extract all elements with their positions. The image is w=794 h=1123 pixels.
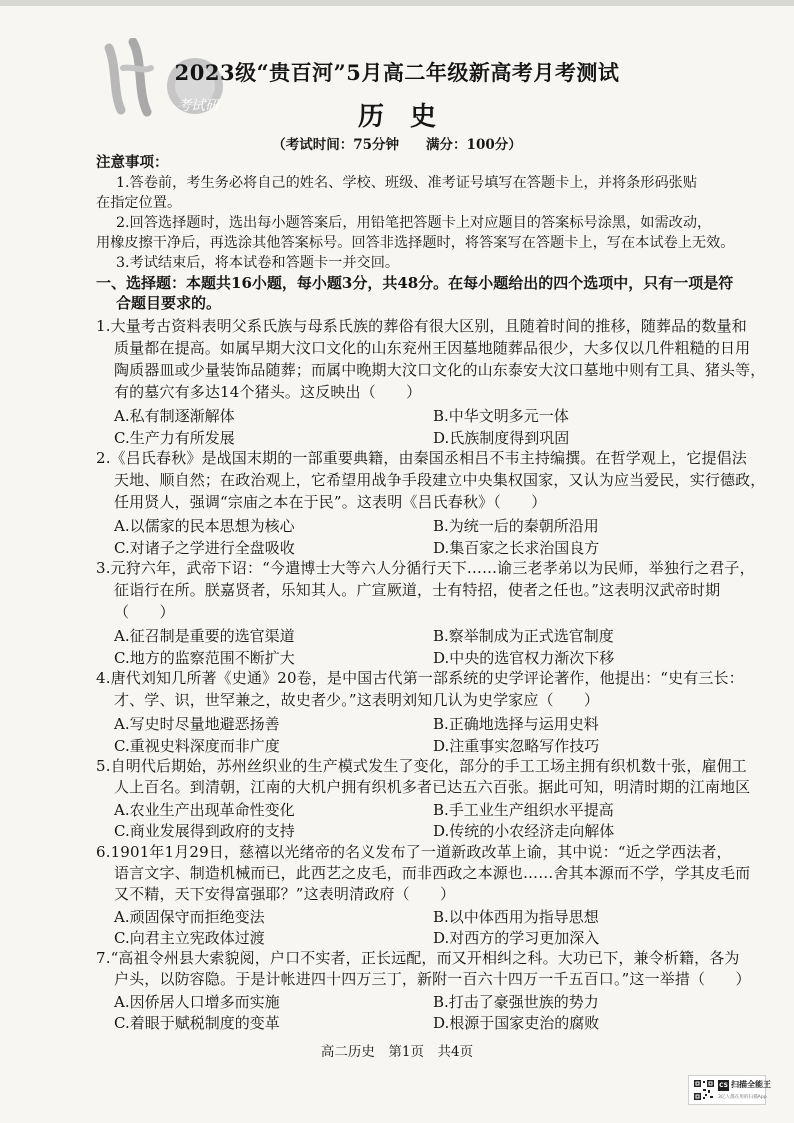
question-text: 才、学、识，世罕兼之，故史者少。”这表明刘知几认为史学家应（ ） xyxy=(114,691,600,709)
question-text: 人上百名。到清朝，江南的大机户拥有织机多者已达五六百张。据此可知，明清时期的江南地区 xyxy=(114,778,751,796)
question-text: 户头，以防容隐。于是计帐进四十四万三丁，新附一百六十四万一千五百口。”这一举措（ ） xyxy=(114,970,751,988)
option-d[interactable]: D.注重事实忽略写作技巧 xyxy=(433,737,600,755)
notice-title: 注意事项： xyxy=(96,154,169,171)
question-text: 征诣行在所。朕嘉贤者，乐知其人。广宣厥道，士有特招，使者之任也。”这表明汉武帝时期 xyxy=(114,581,721,599)
option-d[interactable]: D.中央的选官权力渐次下移 xyxy=(433,649,615,667)
scanner-name: 扫描全能王 xyxy=(731,1080,771,1089)
qr-code-icon xyxy=(693,1079,715,1101)
option-d[interactable]: D.集百家之长求治国良方 xyxy=(433,539,600,557)
section-heading-cont: 合题目要求的。 xyxy=(116,294,222,312)
option-a[interactable]: A.农业生产出现革命性变化 xyxy=(114,801,295,819)
option-d[interactable]: D.根源于国家吏治的腐败 xyxy=(433,1014,600,1032)
option-c[interactable]: C.重视史料深度而非广度 xyxy=(114,737,280,755)
option-c[interactable]: C.着眼于赋税制度的变革 xyxy=(114,1014,280,1032)
question-text: 5.自明代后期始，苏州丝织业的生产模式发生了变化，部分的手工工场主拥有织机数十张，雇佣工 xyxy=(96,757,747,775)
option-a[interactable]: A.顽固保守而拒绝变法 xyxy=(114,908,265,926)
option-b[interactable]: B.为统一后的秦朝所沿用 xyxy=(433,517,599,535)
question-text: 任用贤人，强调“宗庙之本在于民”。这表明《吕氏春秋》（ ） xyxy=(114,493,547,511)
option-b[interactable]: B.察举制成为正式选官制度 xyxy=(433,627,614,645)
option-b[interactable]: B.正确地选择与运用史料 xyxy=(433,715,599,733)
question-text: 3.元狩六年，武帝下诏：“今遣博士大等六人分循行天下……谕三老孝弟以为民师，举独行之君子， xyxy=(96,559,755,577)
option-a[interactable]: A.征召制是重要的选官渠道 xyxy=(114,627,295,645)
scan-edge xyxy=(0,0,794,6)
logo-text: 考试研 xyxy=(177,98,219,114)
exam-title: 2023级“贵百河”5月高二年级新高考月考测试 xyxy=(174,60,620,85)
section-heading: 一、选择题：本题共16小题，每小题3分，共48分。在每小题给出的四个选项中，只有一项是符 xyxy=(96,274,734,292)
option-c[interactable]: C.对诸子之学进行全盘吸收 xyxy=(114,539,295,557)
question-text: 语言文字、制造机械而已，此西艺之皮毛，而非西政之本源也……舍其本源而不学，学其皮毛而 xyxy=(114,864,751,882)
notice-line: 1.答卷前，考生务必将自己的姓名、学校、班级、准考证号填写在答题卡上，并将条形码张贴 xyxy=(116,175,698,191)
option-c[interactable]: C.商业发展得到政府的支持 xyxy=(114,822,295,840)
question-text: 7.“高祖令州县大索貌阅，户口不实者，正长远配，而又开相纠之科。大功已下，兼令析籍，各为 xyxy=(96,949,740,967)
question-text: （ ） xyxy=(114,603,175,621)
subject-title: 历史 xyxy=(357,102,462,132)
option-a[interactable]: A.写史时尽量地避恶扬善 xyxy=(114,715,280,733)
question-text: 6.1901年1月29日，慈禧以光绪帝的名义发布了一道新政改革上谕，其中说：“近之学西法者， xyxy=(96,843,732,861)
question-text: 1.大量考古资料表明父系氏族与母系氏族的葬俗有很大区别，且随着时间的推移，随葬品的数量和 xyxy=(96,317,747,335)
option-d[interactable]: D.氏族制度得到巩固 xyxy=(433,429,570,447)
exam-info: （考试时间：75分钟 满分：100分） xyxy=(272,137,522,153)
option-d[interactable]: D.对西方的学习更加深入 xyxy=(433,929,600,947)
option-c[interactable]: C.生产力有所发展 xyxy=(114,429,235,447)
question-text: 又不精，天下安得富强耶？”这表明清政府（ ） xyxy=(114,885,456,903)
option-b[interactable]: B.手工业生产组织水平提高 xyxy=(433,801,614,819)
question-text: 4.唐代刘知几所著《史通》20卷，是中国古代第一部系统的史学评论著作，他提出：“史有三长： xyxy=(96,669,744,687)
question-text: 有的墓穴有多达14个猪头。这反映出（ ） xyxy=(114,383,422,401)
question-text: 陶质器皿或少量装饰品随葬；而属中晚期大汶口文化的山东泰安大汶口墓地中则有工具、猪头等， xyxy=(114,361,766,379)
scanner-tagline: 3亿人都在用的扫描App xyxy=(718,1095,767,1100)
question-text: 质量都在提高。如属早期大汶口文化的山东兖州王因墓地随葬品很少，大多仅以几件粗糙的日用 xyxy=(114,339,751,357)
option-d[interactable]: D.传统的小农经济走向解体 xyxy=(433,822,615,840)
notice-line: 用橡皮擦干净后，再选涂其他答案标号。回答非选择题时，将答案写在答题卡上，写在本试卷上无效。 xyxy=(96,235,735,251)
question-text: 天地、顺自然；在政治观上，它希望用战争手段建立中央集权国家，又认为应当爱民，实行德政， xyxy=(114,471,766,489)
option-a[interactable]: A.私有制逐渐解体 xyxy=(114,407,235,425)
notice-line: 3.考试结束后，将本试卷和答题卡一并交回。 xyxy=(116,255,400,271)
option-b[interactable]: B.以中体西用为指导思想 xyxy=(433,908,599,926)
option-b[interactable]: B.中华文明多元一体 xyxy=(433,407,569,425)
scanner-watermark xyxy=(688,1075,771,1105)
notice-line: 2.回答选择题时，选出每小题答案后，用铅笔把答题卡上对应题目的答案标号涂黑，如需改动， xyxy=(116,215,712,231)
option-c[interactable]: C.地方的监察范围不断扩大 xyxy=(114,649,295,667)
option-b[interactable]: B.打击了豪强世族的势力 xyxy=(433,993,599,1011)
page-footer: 高二历史 第1页 共4页 xyxy=(320,1044,474,1060)
option-a[interactable]: A.以儒家的民本思想为核心 xyxy=(114,517,295,535)
cs-logo-icon: CS xyxy=(719,1082,728,1089)
notice-line: 在指定位置。 xyxy=(96,195,182,211)
question-text: 2.《吕氏春秋》是战国末期的一部重要典籍，由秦国丞相吕不韦主持编撰。在哲学观上，它提倡法 xyxy=(96,449,747,467)
option-c[interactable]: C.向君主立宪政体过渡 xyxy=(114,929,265,947)
option-a[interactable]: A.因侨居人口增多而实施 xyxy=(114,993,280,1011)
